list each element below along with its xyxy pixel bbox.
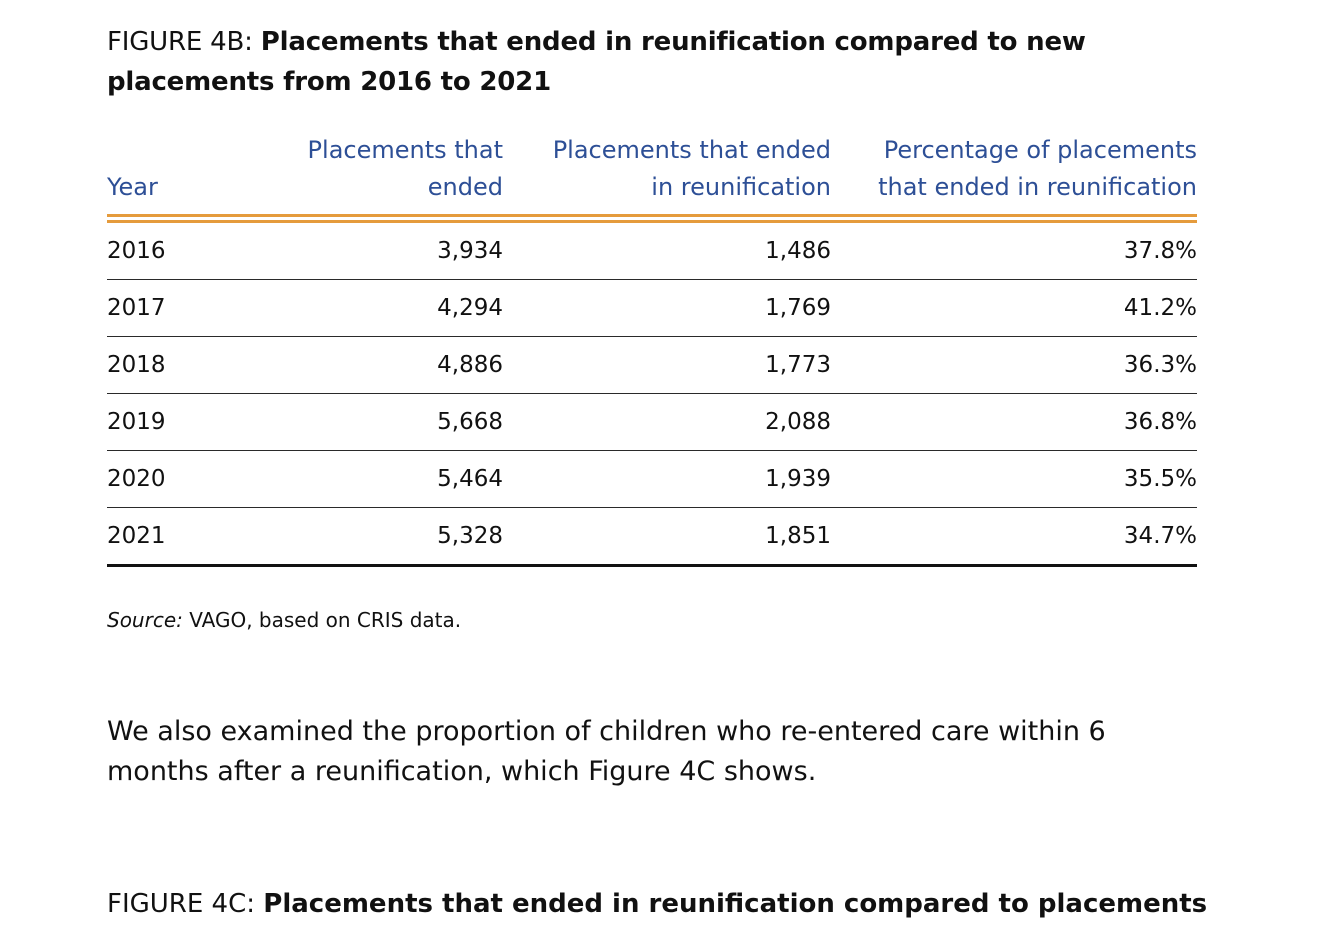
table-header-row bbox=[107, 132, 1197, 219]
column-header-line: that ended in reunification bbox=[878, 173, 1197, 201]
percentage-cell: 34.7% bbox=[831, 508, 1197, 566]
body-paragraph: We also examined the proportion of children who re-entered care within 6 months after a reunification, which Figure 4C shows. bbox=[107, 716, 1106, 787]
percentage-cell: 37.8% bbox=[831, 219, 1197, 280]
source-note bbox=[107, 608, 461, 632]
table-row bbox=[107, 337, 1197, 394]
column-header-year bbox=[107, 132, 277, 219]
ended-in-reunification-cell: 1,851 bbox=[503, 508, 831, 566]
column-header-line: ended bbox=[427, 173, 503, 201]
year-cell: 2018 bbox=[107, 337, 277, 394]
placements-ended-cell: 5,668 bbox=[277, 394, 503, 451]
year-cell: 2021 bbox=[107, 508, 277, 566]
column-header-percentage-reunification bbox=[831, 132, 1197, 219]
year-cell: 2017 bbox=[107, 280, 277, 337]
percentage-cell: 36.3% bbox=[831, 337, 1197, 394]
table-row bbox=[107, 394, 1197, 451]
ended-in-reunification-cell: 1,769 bbox=[503, 280, 831, 337]
source-label: Source: bbox=[107, 608, 183, 632]
table-header bbox=[107, 132, 1197, 219]
figure-4c-title bbox=[107, 884, 1207, 924]
figure-4b-label: FIGURE 4B: bbox=[107, 27, 253, 57]
column-header-ended-in-reunification bbox=[503, 132, 831, 219]
table-body bbox=[107, 219, 1197, 566]
placements-ended-cell: 4,886 bbox=[277, 337, 503, 394]
column-header-line: Percentage of placements bbox=[883, 136, 1197, 164]
ended-in-reunification-cell: 1,486 bbox=[503, 219, 831, 280]
percentage-cell: 35.5% bbox=[831, 451, 1197, 508]
percentage-cell: 41.2% bbox=[831, 280, 1197, 337]
figure-4b-title bbox=[107, 22, 1207, 102]
table-row bbox=[107, 280, 1197, 337]
source-text: VAGO, based on CRIS data. bbox=[189, 608, 462, 632]
ended-in-reunification-cell: 1,773 bbox=[503, 337, 831, 394]
column-header-placements-ended bbox=[277, 132, 503, 219]
year-cell: 2016 bbox=[107, 219, 277, 280]
column-header-line: Placements that ended bbox=[552, 136, 831, 164]
table-row bbox=[107, 219, 1197, 280]
percentage-cell: 36.8% bbox=[831, 394, 1197, 451]
figure-4c-caption: Placements that ended in reunification compared to placements bbox=[263, 889, 1208, 919]
reunification-table bbox=[107, 132, 1197, 567]
column-header-line: Year bbox=[107, 173, 158, 201]
column-header-line: in reunification bbox=[651, 173, 831, 201]
placements-ended-cell: 5,464 bbox=[277, 451, 503, 508]
year-cell: 2020 bbox=[107, 451, 277, 508]
table-row bbox=[107, 451, 1197, 508]
column-header-line: Placements that bbox=[307, 136, 503, 164]
figure-4b-caption: Placements that ended in reunification compared to new placements from 2016 to 2021 bbox=[107, 27, 1086, 97]
placements-ended-cell: 5,328 bbox=[277, 508, 503, 566]
ended-in-reunification-cell: 2,088 bbox=[503, 394, 831, 451]
table-row bbox=[107, 508, 1197, 566]
placements-ended-cell: 3,934 bbox=[277, 219, 503, 280]
ended-in-reunification-cell: 1,939 bbox=[503, 451, 831, 508]
placements-ended-cell: 4,294 bbox=[277, 280, 503, 337]
year-cell: 2019 bbox=[107, 394, 277, 451]
figure-4c-label: FIGURE 4C: bbox=[107, 889, 256, 919]
